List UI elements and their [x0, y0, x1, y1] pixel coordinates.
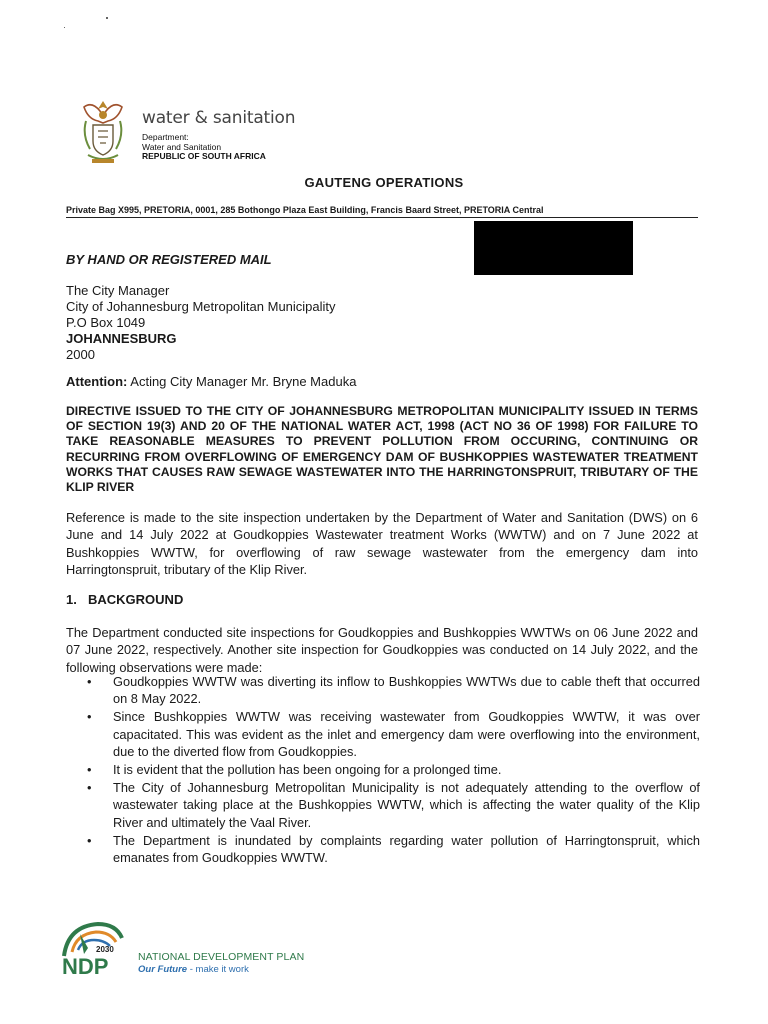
scan-speck — [64, 27, 65, 28]
address-line: Private Bag X995, PRETORIA, 0001, 285 Bothongo Plaza East Building, Francis Baard Street, PRETORIA Central — [66, 205, 544, 215]
section-number: 1. — [66, 592, 77, 607]
recipient-line: City of Johannesburg Metropolitan Municipality — [66, 299, 336, 314]
bullet-icon: • — [87, 674, 92, 689]
recipient-postcode: 2000 — [66, 347, 95, 362]
ndp-title: NATIONAL DEVELOPMENT PLAN — [138, 951, 305, 963]
department-sub: Water and Sanitation — [142, 141, 222, 152]
list-item — [66, 761, 700, 778]
redaction-block — [474, 221, 633, 275]
recipient-address — [66, 283, 336, 363]
list-item-text: Goudkoppies WWTW was diverting its inflow to Bushkoppies WWTWs due to cable theft that occurred on 8 May 2022. — [113, 674, 700, 707]
ndp-tagline-lead: Our Future — [138, 964, 188, 975]
attention-text: Acting City Manager Mr. Bryne Maduka — [130, 374, 357, 389]
background-paragraph: The Department conducted site inspections for Goudkoppies and Bushkoppies WWTWs on 06 June 2022 and 07 June 2022, respectively. Another site inspection for Goudkoppies was conducted on 14 July 2022, and the following observations were made: — [66, 625, 698, 675]
recipient-city: JOHANNESBURG — [66, 331, 177, 346]
bullet-icon: • — [87, 709, 92, 725]
list-item-text: It is evident that the pollution has been ongoing for a prolonged time. — [113, 762, 502, 778]
bullet-icon: • — [87, 779, 92, 795]
ndp-tagline-rest: - make it work — [187, 964, 249, 975]
bullet-icon: • — [87, 762, 92, 778]
recipient-line: P.O Box 1049 — [66, 315, 146, 330]
department-label: Department: — [142, 132, 189, 142]
department-name: water & sanitation — [142, 108, 296, 128]
bullet-icon: • — [87, 832, 92, 848]
list-item — [66, 708, 700, 760]
reference-paragraph: Reference is made to the site inspection undertaken by the Department of Water and Sanitation (DWS) on 6 June and 14 July 2022 at Goudkoppies Wastewater treatment Works (WWTW) and on 7 June 2022 at Bushkoppies WWTW, for overflowing of raw sewage wastewater from the emergency dam into Harringtonspruit, tributary of the Klip River. — [66, 510, 698, 577]
recipient-line: The City Manager — [66, 283, 170, 298]
ndp-tagline — [138, 964, 249, 975]
section-title: BACKGROUND — [88, 592, 184, 607]
list-item — [66, 779, 700, 831]
subject-heading: DIRECTIVE ISSUED TO THE CITY OF JOHANNESBURG METROPOLITAN MUNICIPALITY ISSUED IN TERMS OF SECTION 19(3) AND 20 OF THE NATIONAL WATER ACT, 1998 (ACT NO 36 OF 1998) FOR FAILURE TO TAKE REASONABLE MEASURES TO PREVENT POLLUTION FROM OCCURING, CONTINUING OR RECURRING FROM OVERFLOWING OF EMERGENCY DAM OF BUSHKOPPIES WASTEWATER TREATMENT WORKS THAT CAUSES RAW SEWAGE WASTEWATER INTO THE HARRINGTONSPRUIT, TRIBUTARY OF THE KLIP RIVER — [66, 404, 698, 495]
list-item-text: Since Bushkoppies WWTW was receiving wastewater from Goudkoppies WWTW, it was over capacitated. This was evident as the inlet and emergency dam were overflowing into the environment, due to the diverted flow from Goudkoppies. — [113, 709, 700, 760]
country-name: REPUBLIC OF SOUTH AFRICA — [142, 151, 266, 161]
delivery-method: BY HAND OR REGISTERED MAIL — [66, 252, 272, 267]
observations-list — [66, 673, 700, 867]
department-details — [142, 133, 266, 162]
header-divider — [66, 217, 698, 218]
list-item — [66, 673, 700, 708]
coat-of-arms-icon — [78, 97, 128, 167]
attention-label: Attention: — [66, 374, 128, 389]
ndp-logo-icon — [58, 918, 130, 976]
section-heading — [66, 592, 183, 607]
list-item-text: The Department is inundated by complaints regarding water pollution of Harringtonspruit, which emanates from Goudkoppies WWTW. — [113, 832, 700, 866]
ndp-logo-year: 2030 — [96, 945, 114, 954]
list-item — [66, 832, 700, 867]
ndp-logo-text: NDP — [62, 954, 109, 976]
region-heading: GAUTENG OPERATIONS — [304, 175, 464, 190]
attention-line — [66, 374, 356, 389]
scan-speck — [106, 17, 108, 19]
list-item-text: The City of Johannesburg Metropolitan Municipality is not adequately attending to the overflow of wastewater taking place at the Bushkoppies WWTW, which is affecting the water quality of the Klip River and ultimately the Vaal River. — [113, 779, 700, 830]
